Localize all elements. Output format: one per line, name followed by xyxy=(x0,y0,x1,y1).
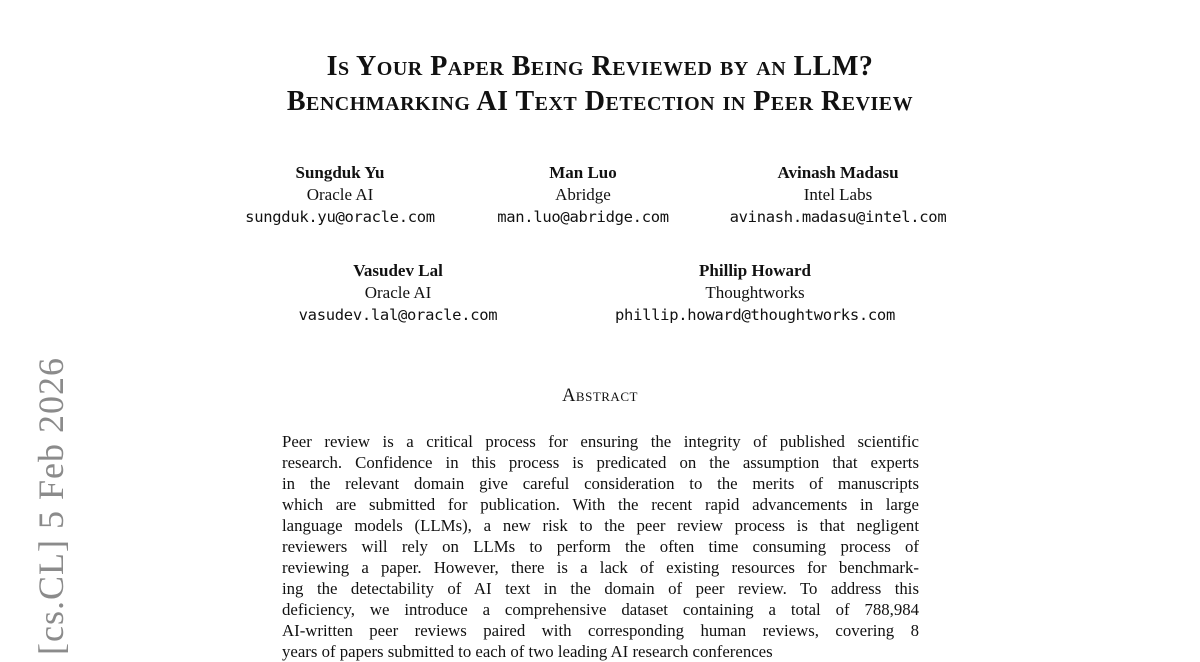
paper-title-line1: Is Your Paper Being Reviewed by an LLM? xyxy=(326,51,874,82)
abstract-line: ing the detectability of AI text in the domain of peer review. To address this xyxy=(282,579,919,598)
author-name: Phillip Howard xyxy=(699,261,811,280)
abstract-line: language models (LLMs), a new risk to the peer review process is that negligent xyxy=(282,516,919,535)
author-block-man-luo xyxy=(468,162,698,228)
abstract-line: research. Confidence in this process is predicated on the assumption that experts xyxy=(282,453,919,472)
author-email: man.luo@abridge.com xyxy=(497,208,669,226)
author-affiliation: Abridge xyxy=(555,185,611,204)
abstract-line: in the relevant domain give careful consideration to the merits of manuscripts xyxy=(282,474,919,493)
author-name: Vasudev Lal xyxy=(353,261,443,280)
author-affiliation: Oracle AI xyxy=(364,283,432,302)
author-affiliation: Intel Labs xyxy=(803,185,873,204)
author-affiliation: Oracle AI xyxy=(306,185,374,204)
arxiv-watermark: [cs.CL] 5 Feb 2026 xyxy=(31,357,71,655)
author-name: Man Luo xyxy=(549,163,617,182)
author-email: sungduk.yu@oracle.com xyxy=(245,208,435,226)
paper-title xyxy=(0,49,1200,119)
author-block-sungduk-yu xyxy=(215,162,465,228)
abstract-line: reviewers will rely on LLMs to perform the often time consuming process of xyxy=(282,537,919,556)
author-email: phillip.howard@thoughtworks.com xyxy=(615,306,895,324)
abstract-line: AI-written peer reviews paired with corresponding human reviews, covering 8 xyxy=(282,621,919,640)
author-block-avinash-madasu xyxy=(703,162,973,228)
paper-title-line2: Benchmarking AI Text Detection in Peer Review xyxy=(286,86,914,117)
author-email: vasudev.lal@oracle.com xyxy=(298,306,498,324)
abstract-heading: Abstract xyxy=(562,386,638,406)
author-block-phillip-howard xyxy=(590,260,920,326)
abstract-line: which are submitted for publication. With the recent rapid advancements in large xyxy=(282,495,919,514)
abstract-line: Peer review is a critical process for ensuring the integrity of published scientific xyxy=(282,432,919,451)
author-affiliation: Thoughtworks xyxy=(705,283,805,302)
author-block-vasudev-lal xyxy=(268,260,528,326)
abstract-line: deficiency, we introduce a comprehensive dataset containing a total of 788,984 xyxy=(282,600,919,619)
abstract-line: reviewing a paper. However, there is a lack of existing resources for benchmark- xyxy=(282,558,919,577)
author-name: Avinash Madasu xyxy=(777,163,899,182)
author-name: Sungduk Yu xyxy=(295,163,385,182)
abstract-line-clipped: years of papers submitted to each of two leading AI research conferences xyxy=(282,642,773,661)
abstract-text xyxy=(282,431,919,662)
author-email: avinash.madasu@intel.com xyxy=(729,208,947,226)
